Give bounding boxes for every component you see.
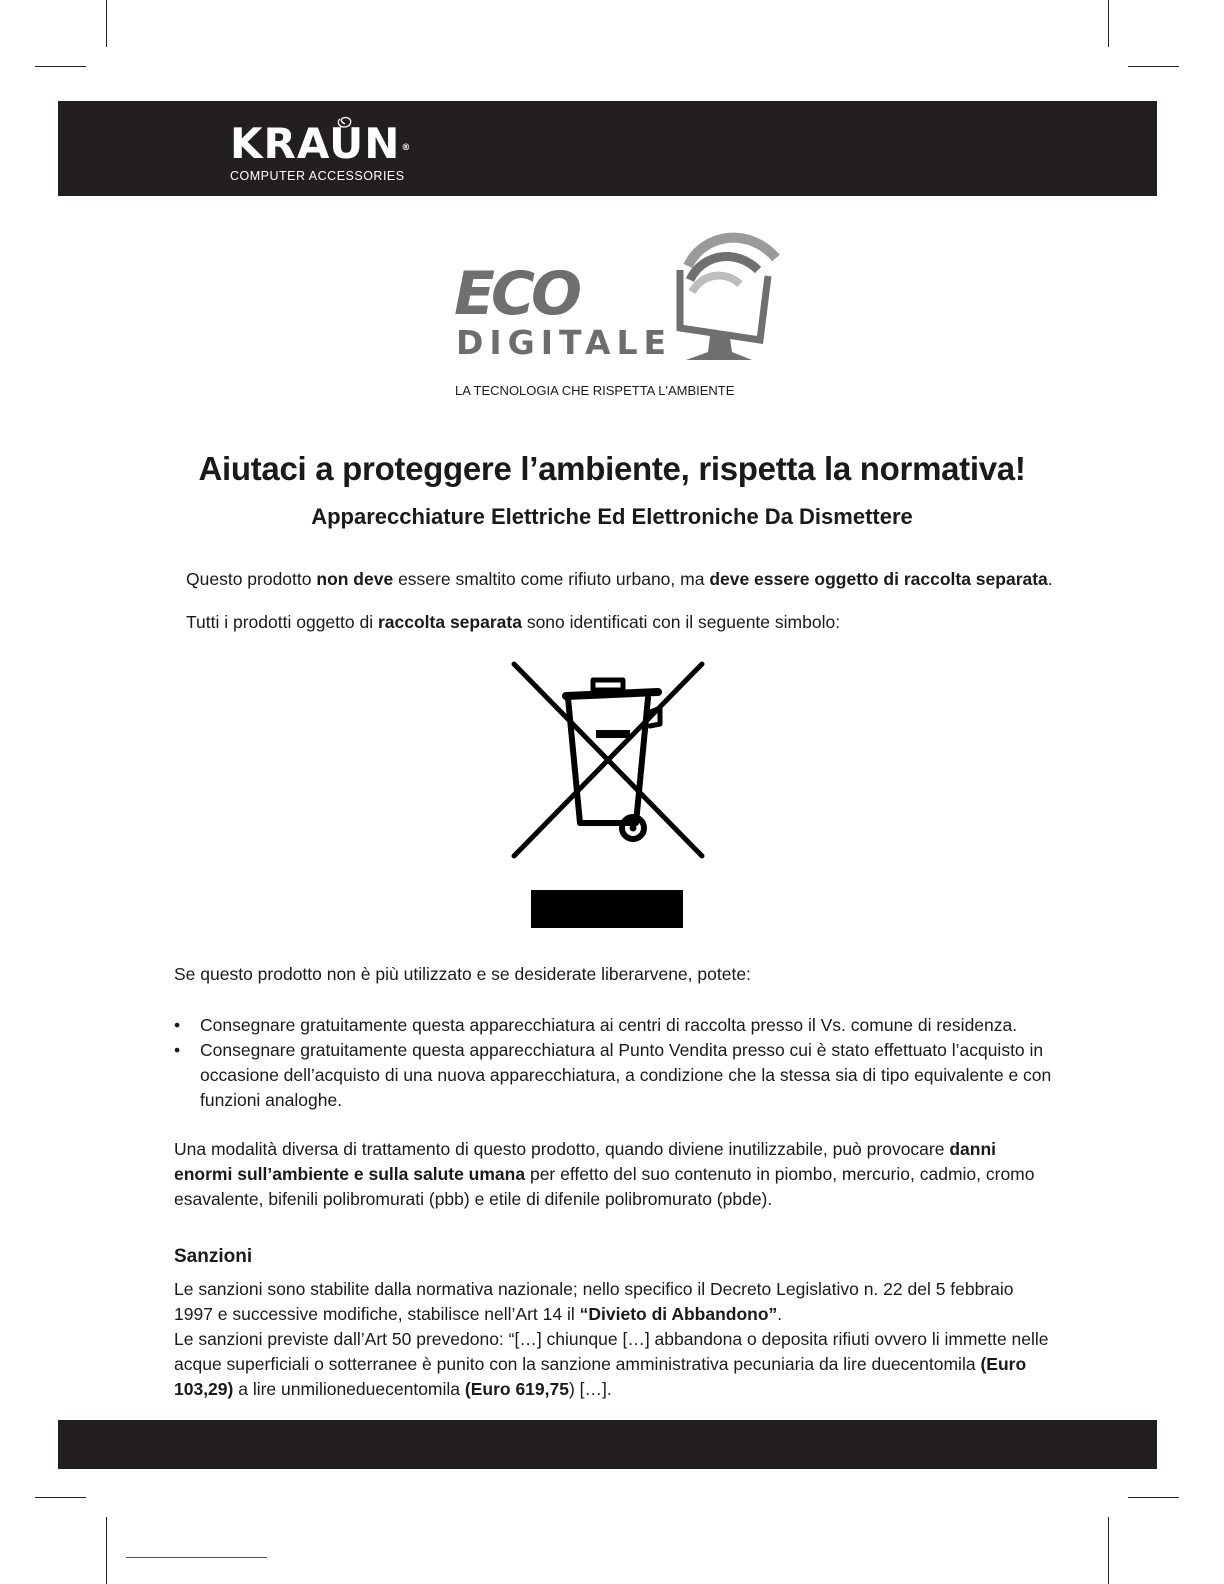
registered-mark: ® [401, 143, 412, 153]
brand-name: KRAUN [230, 119, 401, 168]
bottom-rule [126, 1557, 267, 1558]
header-band [58, 101, 1157, 196]
crop-mark [106, 1517, 107, 1584]
crossed-bin-icon [508, 658, 708, 863]
sanzioni-heading: Sanzioni [174, 1246, 253, 1267]
crop-mark [1108, 0, 1109, 47]
sanzioni-paragraph-1: Le sanzioni sono stabilite dalla normativa nazionale; nello specifico il Decreto Legislativo n. 22 del 5 febbraio 1997 e successive modifiche, stabilisce nell’Art 14 il “Divieto di Abbandono”. [174, 1279, 1014, 1324]
list-item: • Consegnare gratuitamente questa apparecchiatura al Punto Vendita presso cui è stato effettuato l’acquisto in occasione dell’acquisto di una nuova apparecchiatura, a condizione che la stessa sia di tipo equivalente e con funzioni analoghe. [174, 1038, 1054, 1113]
monitor-signal-icon [658, 228, 783, 373]
page-subtitle: Apparecchiature Elettriche Ed Elettroniche Da Dismettere [311, 504, 913, 529]
crop-mark [1108, 1517, 1109, 1584]
eco-word: ECO [454, 259, 579, 329]
eco-tagline: LA TECNOLOGIA CHE RISPETTA L'AMBIENTE [455, 383, 735, 398]
page-title: Aiutaci a proteggere l’ambiente, rispetta la normativa! [198, 450, 1026, 487]
footer-band [58, 1420, 1157, 1469]
list-item: • Consegnare gratuitamente questa apparecchiatura ai centri di raccolta presso il Vs. comune di residenza. [174, 1013, 1054, 1038]
crop-mark [35, 1497, 86, 1498]
sanzioni-paragraph-2: Le sanzioni previste dall’Art 50 prevedono: “[…] chiunque […] abbandona o deposita rifiuti ovvero li immette nelle acque superficiali o sotterranee è punito con la sanzione amministrativa pecuniaria da lire duecentomila (Euro 103,29) a lire unmilioneduecentomila (Euro 619,75) […]. [174, 1329, 1049, 1399]
crop-mark [1128, 66, 1179, 67]
eco-digitale-logo [440, 228, 800, 408]
crop-mark [1128, 1497, 1179, 1498]
kraun-logo [230, 119, 412, 183]
disposal-lead: Se questo prodotto non è più utilizzato e se desiderate liberarvene, potete: [174, 964, 751, 984]
brand-subtitle: COMPUTER ACCESSORIES [230, 169, 405, 183]
intro-paragraph-2: Tutti i prodotti oggetto di raccolta separata sono identificati con il seguente simbolo: [186, 612, 841, 632]
digitale-word: DIGITALE [456, 323, 673, 362]
crop-mark [106, 0, 107, 47]
warning-paragraph: Una modalità diversa di trattamento di questo prodotto, quando diviene inutilizzabile, può provocare danni enormi sull’ambiente e sulla salute umana per effetto del suo contenuto in piombo, mercurio, cadmio, cromo esavalente, bifenili polibromurati (pbb) e etile di difenile polibromurato (pbde). [174, 1139, 1035, 1209]
disposal-list [174, 1013, 1054, 1113]
crop-mark [35, 66, 86, 67]
black-bar [531, 890, 683, 928]
swirl-icon [334, 115, 356, 133]
intro-paragraph-1: Questo prodotto non deve essere smaltito come rifiuto urbano, ma deve essere oggetto di raccolta separata. [186, 569, 1053, 589]
